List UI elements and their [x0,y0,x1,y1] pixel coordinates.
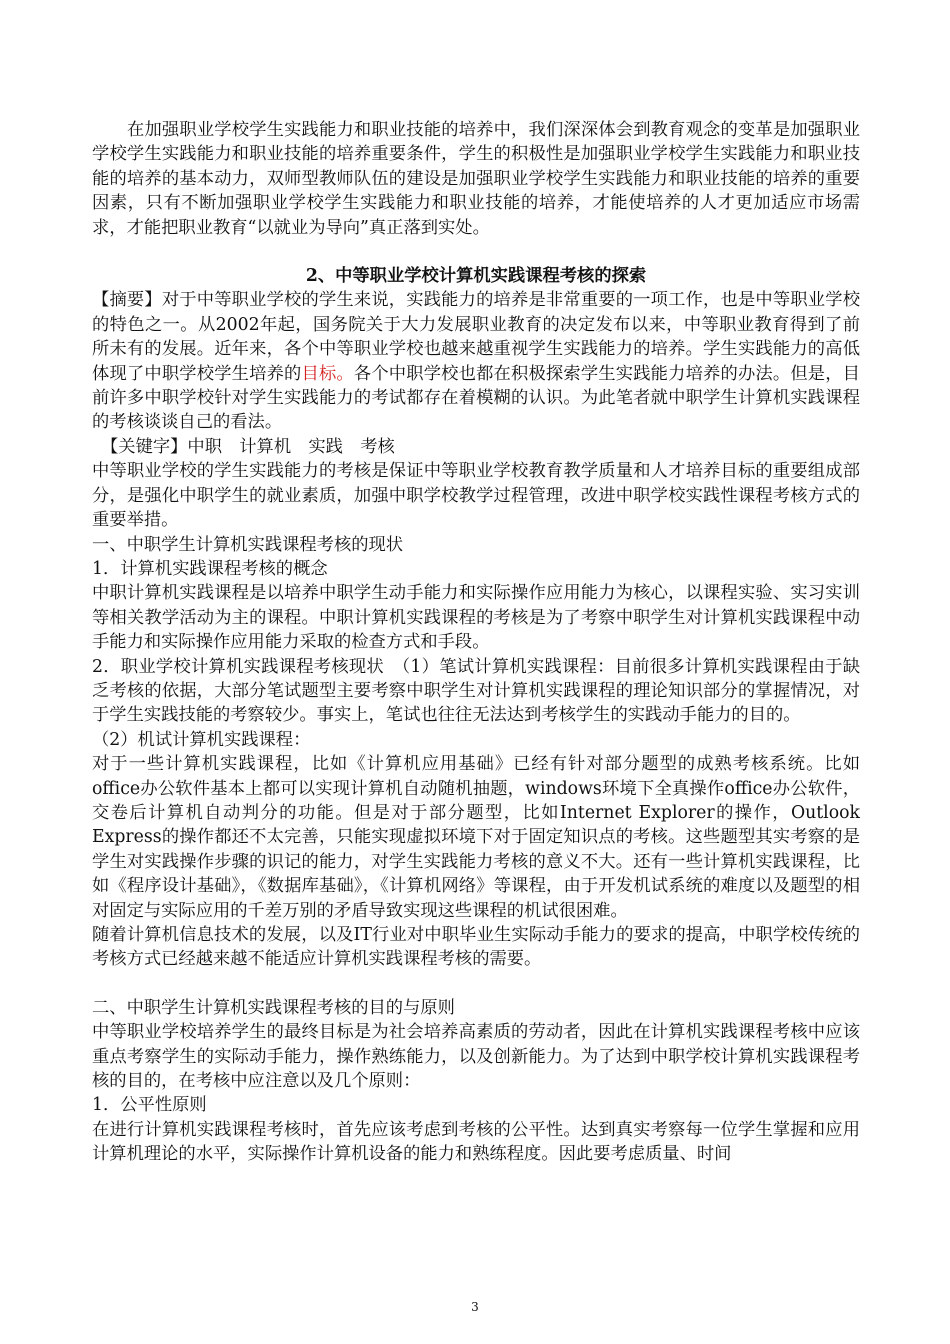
blank-line [92,240,860,264]
abstract-highlight: 目标。 [301,363,354,384]
page-number: 3 [471,1300,479,1314]
abstract-paragraph [92,288,860,434]
intro-paragraph: 在加强职业学校学生实践能力和职业技能的培养中，我们深深体会到教育观念的变革是加强职业学校学生实践能力和职业技能的培养重要条件，学生的积极性是加强职业学校学生实践能力和职业技能的培养的基本动力，双师型教师队伍的建设是加强职业学校学生实践能力和职业技能的培养的重要因素，只有不断加强职业学校学生实践能力和职业技能的培养，才能使培养的人才更加适应市场需求，才能把职业教育“以就业为导向”真正落到实处。 [92,120,860,238]
document-page [92,118,860,1167]
heading-purpose-principles: 二、中职学生计算机实践课程考核的目的与原则 [92,997,455,1018]
section-title: 2、中等职业学校计算机实践课程考核的探索 [305,266,647,287]
body-paragraph: 2．职业学校计算机实践课程考核现状 （1）笔试计算机实践课程：目前很多计算机实践课程由于缺乏考核的依据，大部分笔试题型主要考察中职学生对计算机实践课程的理论知识部分的掌握情况，对于学生实践技能的考察较少。事实上，笔试也往往无法达到考核学生的实践动手能力的目的。 [92,656,860,726]
heading-current-status: 一、中职学生计算机实践课程考核的现状 [92,534,404,555]
subheading-concept: 1．计算机实践课程考核的概念 [92,558,328,579]
body-paragraph: 对于一些计算机实践课程，比如《计算机应用基础》已经有针对部分题型的成熟考核系统。比如office办公软件基本上都可以实现计算机自动随机抽题，windows环境下全真操作office办公软件，交卷后计算机自动判分的功能。但是对于部分题型，比如Internet Explorer的操作，Outlook Express的操作都还不太完善，只能实现虚拟环境下对于固定知识点的考核。这些题型其实考察的是学生对实践操作步骤的识记的能力，对学生实践能力考核的意义不大。还有一些计算机实践课程，比如《程序设计基础》，《数据库基础》，《计算机网络》等课程，由于开发机试系统的难度以及题型的相对固定与实际应用的千差万别的矛盾导致实现这些课程的机试很困难。 [92,754,860,921]
blank-line [92,972,860,996]
subheading-fairness: 1．公平性原则 [92,1095,207,1116]
body-paragraph: 中等职业学校的学生实践能力的考核是保证中等职业学校教育教学质量和人才培养目标的重要组成部分，是强化中职学生的就业素质，加强中职学校教学过程管理，改进中职学校实践性课程考核方式的重要举措。 [92,461,860,531]
abstract-text: 【摘要】对于中等职业学校的学生来说，实践能力的培养是非常重要的一项工作，也是中等职业学校的特色之一。从2002年起，国务院关于大力发展职业教育的决定发布以来，中等职业教育得到了前所未有的发展。近年来，各个中等职业学校也越来越重视学生实践能力的培养。学生实践能力的高低体现了中职学校学生培养的 [92,290,860,384]
subheading-machine-test: （2）机试计算机实践课程： [92,729,311,750]
body-paragraph: 在进行计算机实践课程考核时，首先应该考虑到考核的公平性。达到真实考察每一位学生掌握和应用计算机理论的水平，实际操作计算机设备的能力和熟练程度。因此要考虑质量、时间 [92,1119,860,1165]
abstract-text-rest: 各个中职学校也都在积极探索学生实践能力培养的办法。但是，目前许多中职学校针对学生实践能力的考试都存在着模糊的认识。为此笔者就中职学生计算机实践课程的考核谈谈自己的看法。 [92,363,860,433]
body-paragraph: 随着计算机信息技术的发展，以及IT行业对中职毕业生实际动手能力的要求的提高，中职学校传统的考核方式已经越来越不能适应计算机实践课程考核的需要。 [92,925,860,970]
body-paragraph: 中职计算机实践课程是以培养中职学生动手能力和实际操作应用能力为核心，以课程实验、实习实训等相关教学活动为主的课程。中职计算机实践课程的考核是为了考察中职学生对计算机实践课程中动手能力和实际操作应用能力采取的检查方式和手段。 [92,583,860,653]
body-paragraph: 中等职业学校培养学生的最终目标是为社会培养高素质的劳动者，因此在计算机实践课程考核中应该重点考察学生的实际动手能力，操作熟练能力，以及创新能力。为了达到中职学校计算机实践课程考核的目的，在考核中应注意以及几个原则： [92,1022,860,1092]
keywords-line: 【关键字】中职 计算机 实践 考核 [101,436,395,457]
